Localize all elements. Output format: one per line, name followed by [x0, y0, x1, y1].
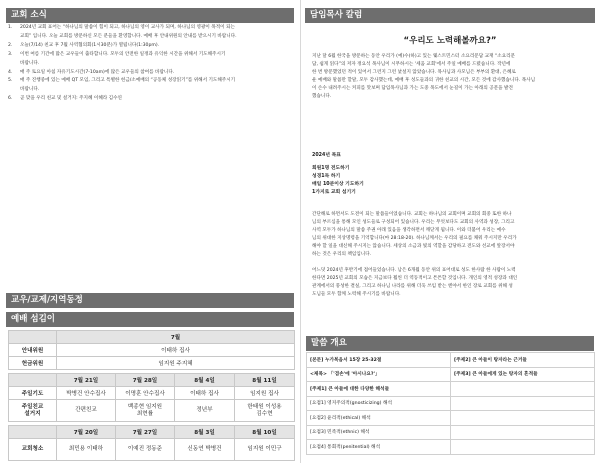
news-item-text [20, 51, 294, 69]
schedule-cell: 이명훈 안수집사 [116, 387, 175, 400]
goals-block [312, 152, 364, 197]
outline-cell [451, 396, 595, 411]
outline-cell: [요점2] 윤리적(ethical) 해석 [307, 411, 451, 426]
schedule-value: 임지원 주지혜 [57, 357, 295, 370]
schedule-row [9, 439, 295, 461]
column-line: 운 예배와 말씀만 할말, 모두 감사했는데, 예배 후 성도들과의 귀한 친교의 시간, 모든 것에 감사했습니다. 목사님 [312, 78, 536, 83]
news-item-line: 오늘(7/14) 친교 후 7월 사역협의회(1시30분)가 열립니다(1:30pm). [20, 42, 160, 48]
schedule-corner [9, 374, 57, 387]
news-item [8, 51, 294, 69]
sermon-outline-header: 말씀 개요 [306, 336, 594, 351]
schedule-date: 7월 20일 [57, 426, 116, 439]
goals-list [312, 165, 364, 197]
news-item-line: 곧 맞을 우리 친교 및 설거지: 주지혜 이혜라 김수연 [20, 96, 122, 102]
schedule-cell: 임지원 이민구 [235, 439, 295, 461]
news-item-text [20, 42, 294, 51]
column-line: 지난 달 6월 한국을 방문하는 동안 우리가 (예)수(하)고 있는 웨스트민스터 소요리문답 교재 “소요리문 [312, 54, 516, 59]
schedule-cell: 백종현 임지원 최현률 [116, 400, 175, 422]
news-item-number: 6. [8, 96, 13, 102]
outline-cell: [주제1] 큰 아들에 대한 다양한 해석들 [307, 382, 451, 397]
church-news-header: 교회 소식 [6, 8, 294, 23]
schedule-row [9, 344, 295, 357]
news-item-text [20, 24, 294, 42]
schedule-date: 8월 4일 [175, 374, 235, 387]
schedule-cell: 간편친교 [57, 400, 116, 422]
schedule-date: 8월 3일 [175, 426, 235, 439]
news-item-line: 매 주 토요일 아침 자유기도시간(7-10am)에 많은 교우들의 참여를 바랍니다. [20, 69, 175, 75]
news-item [8, 77, 294, 95]
column-line: 어느덧 2024년 후반기에 접어들었습니다. 남은 6개월 동안 위의 표어대로 성도 한사람 한 사람이 노력 [312, 268, 516, 273]
schedule-corner [9, 426, 57, 439]
schedule-row [9, 426, 295, 439]
sermon-outline-table [306, 352, 595, 455]
outline-row [307, 396, 595, 411]
schedule-date: 8월 10일 [235, 426, 295, 439]
news-item-number: 1. [8, 25, 13, 30]
news-item-line: 바랍니다. [20, 87, 40, 93]
schedule-cell: 정년부 [175, 400, 235, 422]
outline-row [307, 382, 595, 397]
schedule-cell: 임지원 집사 [235, 387, 295, 400]
outline-cell: [주제2] 큰 아들이 탕자라는 근거들 [451, 353, 595, 368]
schedule-cell: 이예진 정동준 [116, 439, 175, 461]
schedule-date: 7월 28일 [116, 374, 175, 387]
goals-title: 2024년 목표 [312, 153, 341, 158]
schedule-row [9, 387, 295, 400]
schedule-header: 예배 섬김이 [6, 312, 294, 327]
schedule-row [9, 331, 295, 344]
news-item [8, 24, 294, 42]
news-item-number: 4. [8, 69, 13, 75]
news-item [8, 42, 294, 51]
outline-cell: <제목> 「'겸손'에 '아시나요?'」 [307, 367, 451, 382]
outline-cell: [요점1] 영지주의적(gnosticizing) 해석 [307, 396, 451, 411]
schedule-row [9, 374, 295, 387]
schedule-month: 7월 [57, 331, 295, 344]
schedule-date: 7월 27일 [116, 426, 175, 439]
column-line: 도님들 모두 함께 노력해 주시기를 바랍니다. [312, 292, 401, 297]
column-line: 하는 것은 우리의 책임입니다. [312, 252, 372, 257]
news-item [8, 69, 294, 78]
column-line: 해야 할 일을 대신해 주시지는 않습니다. 세상의 소금과 빛의 역할을 감당하고 전도와 선교에 앞장서야 [312, 244, 515, 249]
column-paragraph-1 [312, 53, 592, 101]
outline-row [307, 353, 595, 368]
schedule-role: 주일기도 [9, 387, 57, 400]
outline-cell [451, 425, 595, 440]
outline-row [307, 425, 595, 440]
schedule-row [9, 400, 295, 422]
column-line: 한다면 2025년 교회의 모습은 지금보다 훨씬 더 역동적이고 튼튼할 것입니다. 개인의 영적 성장과 대인 [312, 276, 518, 281]
news-item-text [20, 95, 294, 104]
goal-item: 회원1명 전도하기 [312, 166, 350, 172]
schedule-date: 7월 21일 [57, 374, 116, 387]
news-item-number: 5. [8, 78, 13, 84]
column-line: 한 번 방문했었던 적이 있어서 그런지 그런 낯설지 않았습니다. 목사님과 사모님은 부부의 환대, 은혜로 [312, 70, 516, 75]
schedule-date: 8월 11일 [235, 374, 295, 387]
column-paragraph-3 [312, 267, 592, 299]
news-item-line: 이번 여름 기간에 많은 교우들이 출타합니다. 모두의 안전한 일정과 유익한 시간을 위해서 기도해주시기 [20, 51, 226, 57]
outline-cell [451, 411, 595, 426]
column-line: 했습니다. [312, 94, 332, 99]
news-item-line: 교회” 입니다. 오늘 교회를 방문하신 모든 분들을 환영합니다. 예배 후 안내위원의 안내를 받으시기 바랍니다. [20, 33, 237, 39]
outline-cell: [주제3] 큰 아들에게 있는 탕자의 흔적들 [451, 367, 595, 382]
schedule-cell: 최민용 이태하 [57, 439, 116, 461]
goal-item: 1가지로 교회 섬기기 [312, 190, 356, 196]
outline-row [307, 367, 595, 382]
column-line: 이 손수 내려주시는 커피를 맛보며 담임목사님과 가는 도중 목도에서 눈길이 가는 아래의 공문을 발견 [312, 86, 513, 91]
church-news-list [8, 24, 294, 104]
schedule-role: 주일친교 설거지 [9, 400, 57, 422]
schedule-corner [9, 331, 57, 344]
education-header: 교우/교제/지역동정 [6, 293, 294, 308]
service-schedule-table [8, 330, 295, 461]
goal-item: 성경1독 하기 [312, 174, 341, 180]
column-line: 님의 부르심을 통해 모인 성도들로 구성되어 있습니다. 우리는 무엇보다도 교회의 사역과 성장, 그리고 [312, 220, 515, 225]
news-item-text [20, 77, 294, 95]
schedule-cell: 신동연 박병건 [175, 439, 235, 461]
column-line: 사역 모두가 하나님의 말씀 주권 아래 있음을 생각하면서 깨닫게 됩니다. 이와 더불어 우리는 예수 [312, 228, 506, 233]
schedule-cell: 한태원 이성용 김수현 [235, 400, 295, 422]
news-item [8, 95, 294, 104]
column-paragraph-2 [312, 211, 592, 259]
outline-cell: [본문] 누가복음서 15장 25-32절 [307, 353, 451, 368]
schedule-cell: 이태하 집사 [175, 387, 235, 400]
schedule-role: 교회청소 [9, 439, 57, 461]
outline-row [307, 411, 595, 426]
schedule-role: 안내위원 [9, 344, 57, 357]
column-line: 간단해로 하면서도 도전이 되는 말씀들이었습니다. 교회는 하나님의 교회이며 교회의 회중 또한 하나 [312, 212, 512, 217]
news-item-number: 3. [8, 51, 13, 57]
schedule-role: 헌금위원 [9, 357, 57, 370]
outline-cell: [요점4] 통회적(penitential) 해석 [307, 440, 451, 455]
column-line: 님의 위대한 지상명령을 기억합니다(마 28:18-20). 하나님께서는 우리의 필요를 채워 주시지만 우리가 [312, 236, 517, 241]
schedule-value: 이태하 집사 [57, 344, 295, 357]
news-item-number: 2. [8, 42, 13, 48]
pastor-column-header: 담임목사 칼럼 [305, 8, 595, 23]
column-line: 답, 쉽게 읽다”의 저자 정요석 목사님이 시무하시는 '세움 교회'에서 주일 예배를 드렸습니다. 작년에 [312, 62, 511, 67]
column-title: “우리도 노력해볼까요?” [403, 36, 497, 46]
schedule-cell: 박병건 안수집사 [57, 387, 116, 400]
outline-cell [451, 382, 595, 397]
outline-cell [451, 440, 595, 455]
outline-row [307, 440, 595, 455]
news-item-line: 매 주 진행중에 있는 예배 QT 모임, 그리고 특별한 헌금/소예배의 “공동체 성장읽기”를 위해서 기도해주시기 [20, 78, 236, 84]
news-item-text [20, 69, 294, 78]
column-line: 관계에서의 풍성한 결실, 그리고 하나님 나라를 위해 더욱 쓰임 받는 엔야서 한인 장로 교회를 위해 성 [312, 284, 513, 289]
news-item-line: 2024년 교회 표어는 “하나님의 말씀이 힘이 되고, 하나님의 영이 교사가 되며, 하나님의 영광이 목적이 되는 [20, 25, 235, 30]
schedule-row [9, 357, 295, 370]
goal-item: 매일 10분이상 기도하기 [312, 182, 364, 188]
news-item-line: 바랍니다. [20, 60, 40, 66]
outline-cell: [요점3] 민족적(ethnic) 해석 [307, 425, 451, 440]
